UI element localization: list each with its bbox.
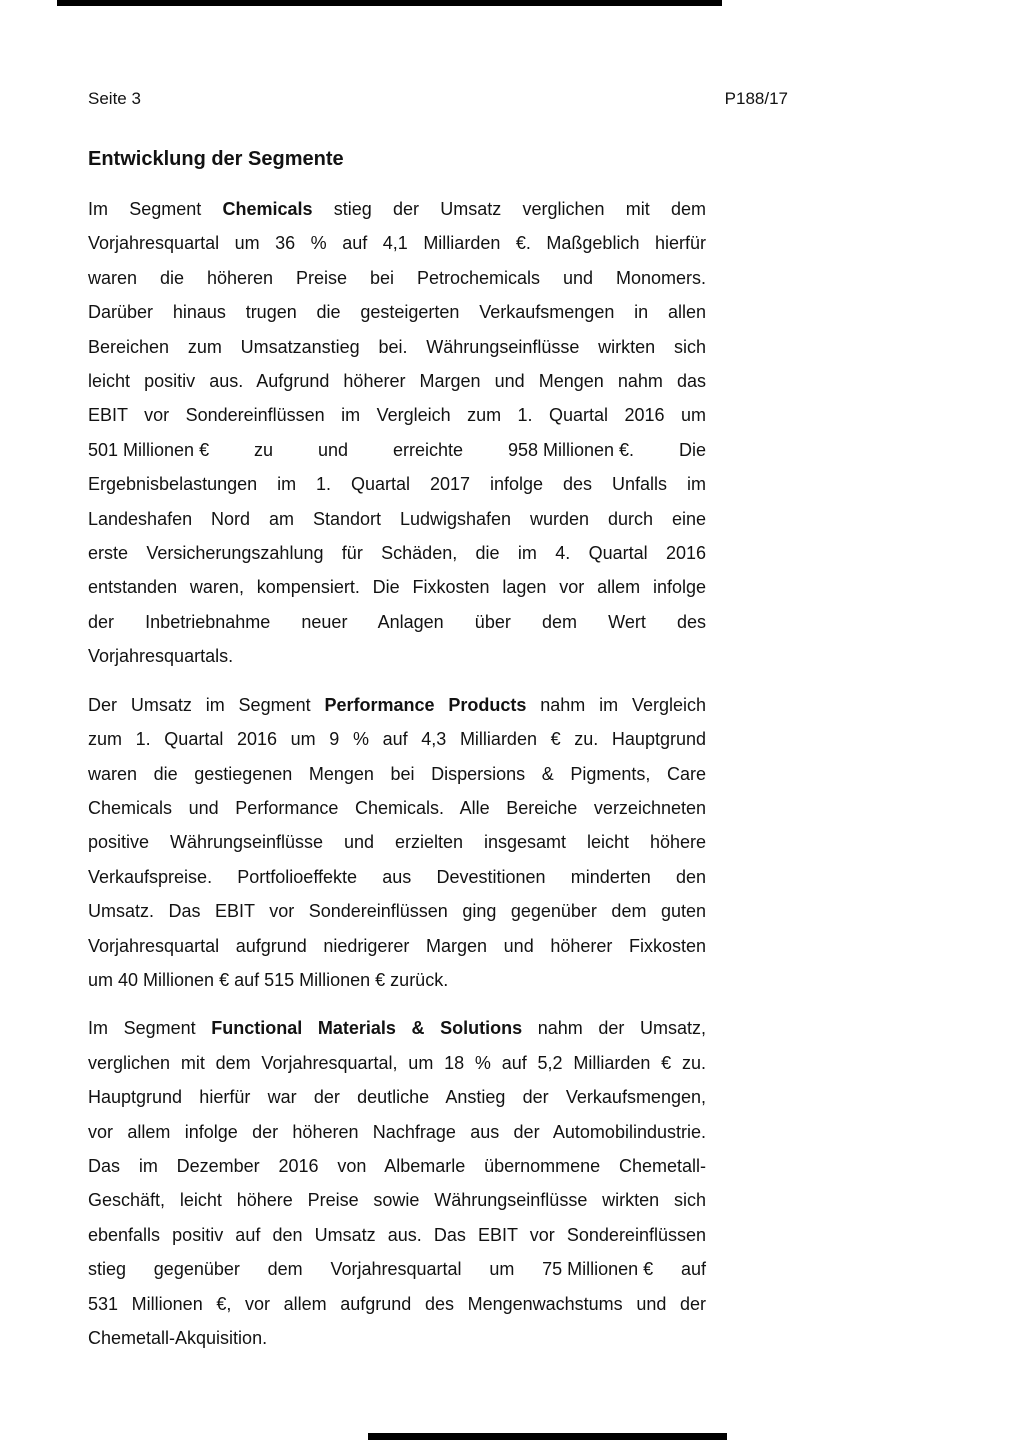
text-segment: Der Umsatz im Segment xyxy=(88,694,325,715)
text-line xyxy=(88,570,706,604)
text-segment: stieg der Umsatz verglichen mit dem xyxy=(312,199,706,219)
text-segment: vor allem infolge der höheren Nachfrage aus der Automobilindustrie. xyxy=(88,1121,706,1142)
text-line xyxy=(88,364,706,398)
text-segment: EBIT vor Sondereinflüssen im Vergleich zum 1. Quartal 2016 um xyxy=(88,405,706,426)
text-segment: Umsatz. Das EBIT vor Sondereinflüssen ging gegenüber dem guten xyxy=(88,901,706,922)
text-line xyxy=(88,1011,706,1045)
text-segment: verglichen mit dem Vorjahresquartal, um 18 % auf 5,2 Milliarden € zu. xyxy=(88,1052,706,1073)
text-line xyxy=(88,639,706,673)
text-segment: ebenfalls positiv auf den Umsatz aus. Das EBIT vor Sondereinflüssen xyxy=(88,1224,706,1245)
text-line xyxy=(88,330,706,364)
text-line xyxy=(88,261,706,295)
text-line xyxy=(88,688,706,722)
text-line xyxy=(88,1218,706,1252)
text-segment: der Inbetriebnahme neuer Anlagen über dem Wert des xyxy=(88,611,706,632)
text-segment: Darüber hinaus trugen die gesteigerten Verkaufsmengen in allen xyxy=(88,302,706,323)
text-segment: nahm im Vergleich xyxy=(526,694,706,715)
text-segment: stieg gegenüber dem Vorjahresquartal um xyxy=(88,1259,543,1280)
text-line xyxy=(88,295,706,329)
text-line xyxy=(88,757,706,791)
text-segment: entstanden waren, kompensiert. Die Fixkosten lagen vor allem infolge xyxy=(88,577,706,598)
paragraph xyxy=(88,1011,706,1355)
text-line xyxy=(88,1046,706,1080)
text-segment: Im Segment xyxy=(88,199,223,219)
text-segment: positive Währungseinflüsse und erzielten insgesamt leicht höhere xyxy=(88,832,706,853)
text-line xyxy=(88,722,706,756)
text-segment: Hauptgrund hierfür war der deutliche Anstieg der Verkaufsmengen, xyxy=(88,1087,706,1108)
text-segment: nahm der Umsatz, xyxy=(522,1018,706,1039)
text-segment: 958 Millionen €. xyxy=(507,439,635,460)
text-line xyxy=(88,963,706,997)
segment-name-bold: Performance Products xyxy=(324,694,527,715)
text-segment: 531 Millionen €, vor allem aufgrund des Mengenwachstums und der xyxy=(88,1293,706,1314)
text-segment: Vorjahresquartal aufgrund niedrigerer Margen und höherer Fixkosten xyxy=(88,935,706,956)
paragraph xyxy=(88,192,706,674)
text-line xyxy=(88,536,706,570)
text-segment: Vorjahresquartals. xyxy=(88,646,234,667)
text-segment: waren die gestiegenen Mengen bei Dispersions & Pigments, Care xyxy=(88,763,706,784)
text-segment: erste Versicherungszahlung für Schäden, die im 4. Quartal 2016 xyxy=(88,543,706,564)
text-segment: leicht positiv aus. Aufgrund höherer Margen und Mengen nahm das xyxy=(88,371,706,392)
text-segment: Landeshafen Nord am Standort Ludwigshafen wurden durch eine xyxy=(88,508,706,529)
segment-name-bold: Chemicals xyxy=(222,199,313,219)
text-line xyxy=(88,226,706,260)
text-segment: Verkaufspreise. Portfolioeffekte aus Devestitionen minderten den xyxy=(88,866,706,887)
text-segment: Im Segment xyxy=(88,1018,212,1039)
text-segment: zu und erreichte xyxy=(209,439,508,460)
text-segment: Das im Dezember 2016 von Albemarle übernommene Chemetall- xyxy=(88,1155,706,1176)
text-line xyxy=(88,1287,706,1321)
text-segment: 75 Millionen € xyxy=(542,1259,654,1280)
text-segment: auf xyxy=(653,1259,706,1280)
text-line xyxy=(88,1321,706,1355)
text-segment: Chemetall-Akquisition. xyxy=(88,1328,268,1348)
scan-artifact-top xyxy=(57,0,722,6)
segment-name-bold: Functional Materials & Solutions xyxy=(211,1018,523,1039)
text-line xyxy=(88,1115,706,1149)
text-line xyxy=(88,502,706,536)
text-segment: Geschäft, leicht höhere Preise sowie Währungseinflüsse wirkten sich xyxy=(88,1190,706,1211)
page-title: Entwicklung der Segmente xyxy=(88,148,344,170)
text-line xyxy=(88,929,706,963)
text-segment: Vorjahresquartal um 36 % auf 4,1 Milliarden €. Maßgeblich hierfür xyxy=(88,233,706,254)
text-segment: 501 Millionen € xyxy=(88,439,210,460)
text-line xyxy=(88,192,706,226)
text-line xyxy=(88,894,706,928)
paragraph xyxy=(88,688,706,998)
text-line xyxy=(88,1183,706,1217)
page-header xyxy=(88,89,788,109)
text-line xyxy=(88,433,706,467)
doc-number-label: P188/17 xyxy=(724,89,788,108)
text-segment: um 40 Millionen € auf 515 Millionen € zurück. xyxy=(88,969,449,990)
text-line xyxy=(88,1080,706,1114)
text-segment: zum 1. Quartal 2016 um 9 % auf 4,3 Milliarden € zu. Hauptgrund xyxy=(88,729,706,750)
text-segment: Chemicals und Performance Chemicals. Alle Bereiche verzeichneten xyxy=(88,797,706,818)
text-line xyxy=(88,1252,706,1286)
text-segment: Bereichen zum Umsatzanstieg bei. Währungseinflüsse wirkten sich xyxy=(88,336,706,357)
text-line xyxy=(88,398,706,432)
paragraphs xyxy=(88,192,706,1355)
page-number-label: Seite 3 xyxy=(88,89,141,108)
text-line xyxy=(88,791,706,825)
text-line xyxy=(88,860,706,894)
text-segment: Ergebnisbelastungen im 1. Quartal 2017 infolge des Unfalls im xyxy=(88,474,706,495)
text-segment: Die xyxy=(634,439,707,460)
text-segment: waren die höheren Preise bei Petrochemicals und Monomers. xyxy=(88,267,706,288)
text-line xyxy=(88,825,706,859)
text-line xyxy=(88,605,706,639)
text-line xyxy=(88,467,706,501)
scan-artifact-bottom xyxy=(368,1433,727,1440)
text-line xyxy=(88,1149,706,1183)
